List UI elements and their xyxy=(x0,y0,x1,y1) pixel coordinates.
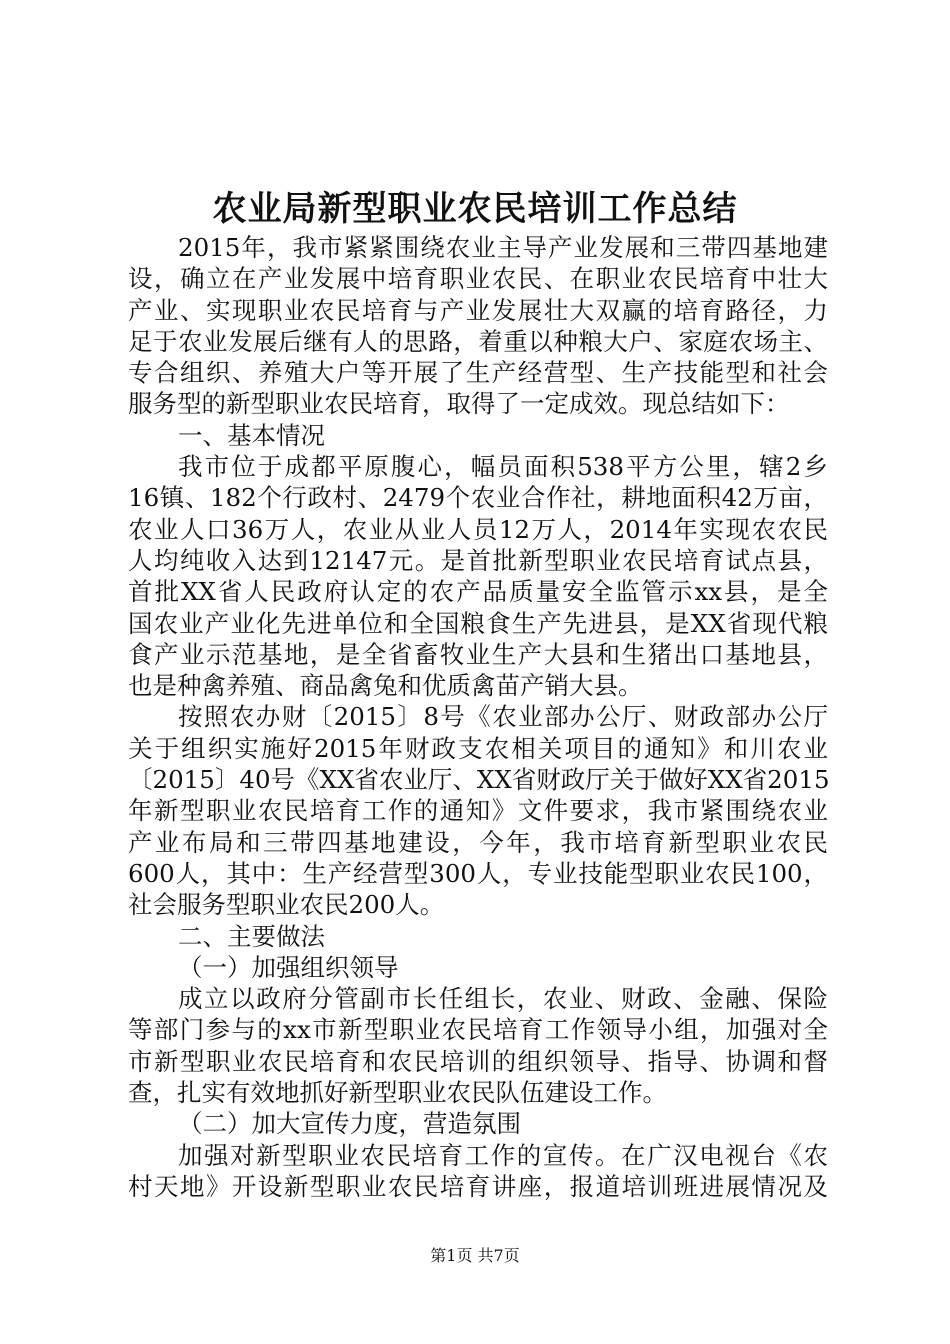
paragraph-line: 人均纯收入达到12147元。是首批新型职业农民培育试点县， xyxy=(128,545,828,575)
paragraph-line: 专合组织、养殖大户等开展了生产经营型、生产技能型和社会 xyxy=(128,358,828,388)
paragraph-line: 600人，其中：生产经营型300人，专业技能型职业农民100， xyxy=(128,858,828,888)
paragraph-line: 查，扎实有效地抓好新型职业农民队伍建设工作。 xyxy=(128,1078,667,1108)
paragraph-line: 产业、实现职业农民培育与产业发展壮大双赢的培育路径，力 xyxy=(128,295,828,325)
subsection-heading: （一）加强组织领导 xyxy=(178,952,399,982)
paragraph-line: 我市位于成都平原腹心，幅员面积538平方公里，辖2乡 xyxy=(178,452,828,482)
paragraph-line: 农业人口36万人，农业从业人员12万人，2014年实现农农民 xyxy=(128,514,828,544)
paragraph-line: 16镇、182个行政村、2479个农业合作社，耕地面积42万亩， xyxy=(128,483,828,513)
paragraph-line: 食产业示范基地，是全省畜牧业生产大县和生猪出口基地县， xyxy=(128,639,828,669)
paragraph-line: 加强对新型职业农民培育工作的宣传。在广汉电视台《农 xyxy=(178,1140,828,1170)
paragraph-line: 首批XX省人民政府认定的农产品质量安全监管示xx县，是全 xyxy=(128,577,828,607)
paragraph-line: 市新型职业农民培育和农民培训的组织领导、指导、协调和督 xyxy=(128,1046,828,1076)
paragraph-line: 成立以政府分管副市长任组长，农业、财政、金融、保险 xyxy=(178,984,828,1014)
paragraph-line: 〔2015〕40号《XX省农业厅、XX省财政厅关于做好XX省2015 xyxy=(128,765,830,795)
paragraph-line: 社会服务型职业农民200人。 xyxy=(128,890,445,920)
paragraph-line: 足于农业发展后继有人的思路，着重以种粮大户、家庭农场主、 xyxy=(128,326,828,356)
paragraph-line: 产业布局和三带四基地建设，今年，我市培育新型职业农民 xyxy=(128,827,828,857)
paragraph-line: 关于组织实施好2015年财政支农相关项目的通知》和川农业 xyxy=(128,733,828,763)
paragraph-line: 国农业产业化先进单位和全国粮食生产先进县，是XX省现代粮 xyxy=(128,608,828,638)
paragraph-line: 也是种禽养殖、商品禽兔和优质禽苗产销大县。 xyxy=(128,671,643,701)
section-heading: 二、主要做法 xyxy=(178,921,325,951)
page-footer: 第1页 共7页 xyxy=(430,1246,520,1265)
paragraph-line: 村天地》开设新型职业农民培育讲座，报道培训班进展情况及 xyxy=(128,1171,828,1201)
paragraph-line: 设，确立在产业发展中培育职业农民、在职业农民培育中壮大 xyxy=(128,264,828,294)
document-body xyxy=(128,232,828,1202)
paragraph-line: 年新型职业农民培育工作的通知》文件要求，我市紧围绕农业 xyxy=(128,796,828,826)
subsection-heading: （二）加大宣传力度，营造氛围 xyxy=(178,1109,521,1139)
paragraph-line: 等部门参与的xx市新型职业农民培育工作领导小组，加强对全 xyxy=(128,1015,828,1045)
section-heading: 一、基本情况 xyxy=(178,420,325,450)
paragraph-line: 2015年，我市紧紧围绕农业主导产业发展和三带四基地建 xyxy=(178,233,828,262)
paragraph-line: 服务型的新型职业农民培育，取得了一定成效。现总结如下： xyxy=(128,389,790,419)
page-title: 农业局新型职业农民培训工作总结 xyxy=(212,189,738,229)
paragraph-line: 按照农办财〔2015〕8号《农业部办公厅、财政部办公厅 xyxy=(178,702,828,732)
